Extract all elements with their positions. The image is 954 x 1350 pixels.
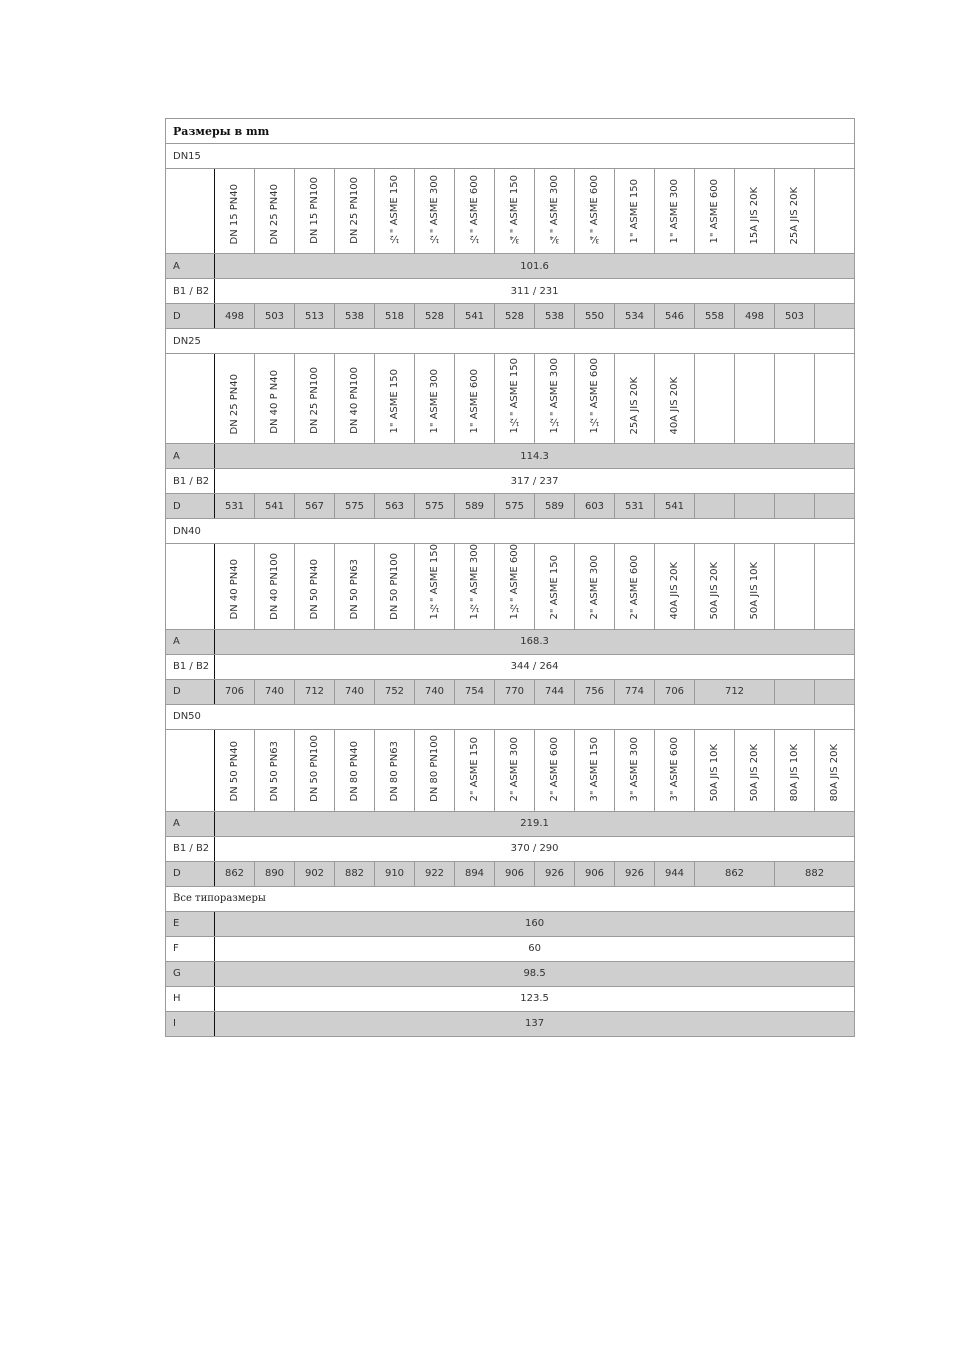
model-cell [295, 729, 335, 811]
model-cell [495, 729, 535, 811]
model-label: DN 15 PN40 [229, 183, 240, 244]
model-cell [415, 354, 455, 444]
row-d [166, 494, 855, 519]
model-cell [455, 169, 495, 254]
model-label: 1½" ASME 300 [549, 358, 560, 434]
model-label: 1½" ASME 150 [509, 358, 520, 434]
model-cell [495, 544, 535, 630]
value-d: 862 [695, 861, 775, 886]
table-title: Размеры в mm [166, 119, 855, 144]
model-cell [295, 544, 335, 630]
common-row [166, 936, 855, 961]
model-cell [735, 354, 775, 444]
value-d: 563 [375, 494, 415, 519]
value-d: 575 [335, 494, 375, 519]
model-label: 2" ASME 150 [469, 737, 480, 802]
model-label: 15A JIS 20K [749, 186, 760, 244]
model-header-row [166, 354, 855, 444]
model-label: 1" ASME 600 [709, 179, 720, 244]
value-d: 882 [335, 861, 375, 886]
model-label: 2" ASME 300 [509, 737, 520, 802]
row-label: D [166, 494, 215, 519]
row-label: F [166, 936, 215, 961]
value-d: 926 [535, 861, 575, 886]
row-label: A [166, 811, 215, 836]
model-label: ½" ASME 150 [389, 174, 400, 244]
row-d [166, 304, 855, 329]
value-d: 706 [655, 679, 695, 704]
value-a: 168.3 [215, 629, 855, 654]
model-header-label [166, 544, 215, 630]
value-d: 513 [295, 304, 335, 329]
model-label: DN 25 PN100 [349, 177, 360, 244]
model-cell [255, 354, 295, 444]
value-d: 890 [255, 861, 295, 886]
value-a: 101.6 [215, 254, 855, 279]
model-cell [735, 169, 775, 254]
model-cell [735, 544, 775, 630]
model-label: ¾" ASME 150 [509, 174, 520, 244]
row-d [166, 679, 855, 704]
model-label: DN 50 PN63 [269, 741, 280, 802]
common-row [166, 1011, 855, 1036]
section-title: DN25 [166, 329, 855, 354]
model-label: ½" ASME 300 [429, 174, 440, 244]
model-cell [815, 544, 855, 630]
model-label: 1½" ASME 600 [589, 358, 600, 434]
model-cell [375, 729, 415, 811]
model-label: 2" ASME 150 [549, 555, 560, 620]
value-d: 902 [295, 861, 335, 886]
model-cell [575, 729, 615, 811]
model-cell [815, 354, 855, 444]
row-label: B1 / B2 [166, 836, 215, 861]
row-label: H [166, 986, 215, 1011]
value-d: 752 [375, 679, 415, 704]
model-cell [695, 354, 735, 444]
model-cell [415, 169, 455, 254]
row-label: D [166, 304, 215, 329]
row-a [166, 444, 855, 469]
model-label: 1" ASME 150 [389, 369, 400, 434]
value-d: 538 [535, 304, 575, 329]
model-label: DN 50 PN40 [309, 559, 320, 620]
model-label: DN 50 PN100 [389, 552, 400, 620]
model-label: DN 40 P N40 [269, 370, 280, 434]
model-label: 25A JIS 20K [789, 186, 800, 244]
row-a [166, 629, 855, 654]
model-label: 80A JIS 20K [829, 744, 841, 802]
model-cell [375, 169, 415, 254]
model-cell [815, 169, 855, 254]
value-d: 756 [575, 679, 615, 704]
value-d: 567 [295, 494, 335, 519]
section-title: DN40 [166, 519, 855, 544]
model-header-row [166, 729, 855, 811]
value-d [695, 494, 735, 519]
model-cell [775, 354, 815, 444]
value-d: 882 [775, 861, 855, 886]
model-cell [615, 729, 655, 811]
value-b: 370 / 290 [215, 836, 855, 861]
model-cell [295, 354, 335, 444]
model-cell [215, 354, 255, 444]
model-cell [815, 729, 855, 811]
model-label: ¾" ASME 600 [589, 174, 600, 244]
row-label: A [166, 629, 215, 654]
row-label: A [166, 444, 215, 469]
model-cell [255, 169, 295, 254]
model-header-label [166, 729, 215, 811]
model-cell [495, 169, 535, 254]
model-label: 2" ASME 600 [629, 555, 640, 620]
model-cell [735, 729, 775, 811]
value-d: 712 [695, 679, 775, 704]
row-b [166, 836, 855, 861]
model-cell [335, 729, 375, 811]
value-d: 926 [615, 861, 655, 886]
value-d: 906 [495, 861, 535, 886]
model-cell [215, 544, 255, 630]
model-cell [455, 544, 495, 630]
model-label: 50A JIS 10K [749, 562, 760, 620]
value-d: 538 [335, 304, 375, 329]
model-label: 80A JIS 10K [789, 744, 800, 802]
value-d: 546 [655, 304, 695, 329]
model-cell [535, 729, 575, 811]
value-d [775, 679, 815, 704]
model-cell [695, 729, 735, 811]
value-d: 894 [455, 861, 495, 886]
value-a: 114.3 [215, 444, 855, 469]
row-label: B1 / B2 [166, 654, 215, 679]
value-d: 603 [575, 494, 615, 519]
model-header-row [166, 544, 855, 630]
model-cell [455, 354, 495, 444]
model-cell [535, 169, 575, 254]
value-d: 498 [215, 304, 255, 329]
model-cell [575, 544, 615, 630]
model-label: DN 50 PN63 [349, 559, 360, 620]
model-label: DN 50 PN100 [309, 734, 320, 802]
model-cell [335, 354, 375, 444]
model-cell [775, 169, 815, 254]
value-d: 503 [775, 304, 815, 329]
model-cell [375, 544, 415, 630]
model-cell [415, 544, 455, 630]
row-b [166, 469, 855, 494]
model-cell [375, 354, 415, 444]
model-cell [255, 729, 295, 811]
value-d: 740 [255, 679, 295, 704]
value-d: 740 [335, 679, 375, 704]
model-label: DN 25 PN40 [229, 373, 240, 434]
model-label: 1" ASME 300 [429, 369, 440, 434]
value-d: 754 [455, 679, 495, 704]
value-d: 944 [655, 861, 695, 886]
value-d: 575 [415, 494, 455, 519]
section-row [166, 329, 855, 354]
value-d: 589 [455, 494, 495, 519]
model-cell [495, 354, 535, 444]
model-label: 2" ASME 300 [589, 555, 600, 620]
model-cell [615, 544, 655, 630]
value-d [735, 494, 775, 519]
value-a: 219.1 [215, 811, 855, 836]
value-d: 498 [735, 304, 775, 329]
row-a [166, 811, 855, 836]
row-label: D [166, 679, 215, 704]
common-row [166, 911, 855, 936]
model-cell [215, 729, 255, 811]
model-label: 40A JIS 20K [669, 562, 680, 620]
value-d: 541 [455, 304, 495, 329]
model-label: DN 40 PN100 [269, 552, 280, 620]
model-label: 2" ASME 600 [549, 737, 560, 802]
row-label: G [166, 961, 215, 986]
model-cell [695, 169, 735, 254]
model-label: 25A JIS 20K [629, 376, 640, 434]
model-cell [255, 544, 295, 630]
value-d: 740 [415, 679, 455, 704]
value-b: 311 / 231 [215, 279, 855, 304]
value-d: 862 [215, 861, 255, 886]
model-label: 1½" ASME 600 [509, 544, 520, 620]
value-d: 744 [535, 679, 575, 704]
common-value: 160 [215, 911, 855, 936]
value-d: 528 [495, 304, 535, 329]
value-d: 770 [495, 679, 535, 704]
value-d: 575 [495, 494, 535, 519]
value-d: 558 [695, 304, 735, 329]
model-cell [575, 354, 615, 444]
value-d: 550 [575, 304, 615, 329]
value-d: 706 [215, 679, 255, 704]
model-label: 1½" ASME 300 [469, 544, 480, 620]
model-label: DN 25 PN100 [309, 367, 320, 434]
model-label: 3" ASME 300 [629, 737, 640, 802]
model-label: DN 15 PN100 [309, 177, 320, 244]
section-title: DN50 [166, 704, 855, 729]
value-d: 922 [415, 861, 455, 886]
row-a [166, 254, 855, 279]
row-label: E [166, 911, 215, 936]
model-cell [295, 169, 335, 254]
model-label: 3" ASME 600 [669, 737, 680, 802]
common-value: 60 [215, 936, 855, 961]
model-cell [415, 729, 455, 811]
model-cell [775, 729, 815, 811]
section-row [166, 704, 855, 729]
model-label: DN 50 PN40 [229, 741, 240, 802]
model-cell [335, 169, 375, 254]
model-header-label [166, 169, 215, 254]
value-d [775, 494, 815, 519]
model-cell [335, 544, 375, 630]
model-label: 1" ASME 600 [469, 369, 480, 434]
model-label: DN 80 PN40 [349, 741, 360, 802]
model-cell [215, 169, 255, 254]
value-d: 528 [415, 304, 455, 329]
value-d: 910 [375, 861, 415, 886]
value-d [815, 304, 855, 329]
value-b: 344 / 264 [215, 654, 855, 679]
section-row [166, 144, 855, 169]
value-b: 317 / 237 [215, 469, 855, 494]
model-header-label [166, 354, 215, 444]
model-label: 50A JIS 10K [709, 744, 720, 802]
model-label: 50A JIS 20K [749, 744, 760, 802]
common-value: 98.5 [215, 961, 855, 986]
model-label: DN 25 PN40 [269, 183, 280, 244]
row-label: I [166, 1011, 215, 1036]
model-label: 1½" ASME 150 [429, 544, 440, 620]
value-d: 534 [615, 304, 655, 329]
row-label: B1 / B2 [166, 279, 215, 304]
common-row [166, 961, 855, 986]
row-label: B1 / B2 [166, 469, 215, 494]
model-cell [455, 729, 495, 811]
common-title: Все типоразмеры [166, 886, 855, 911]
common-title-row [166, 886, 855, 911]
row-label: A [166, 254, 215, 279]
common-row [166, 986, 855, 1011]
section-title: DN15 [166, 144, 855, 169]
model-label: DN 40 PN40 [229, 559, 240, 620]
section-row [166, 519, 855, 544]
model-cell [775, 544, 815, 630]
row-b [166, 654, 855, 679]
model-cell [655, 729, 695, 811]
value-d: 503 [255, 304, 295, 329]
model-label: 40A JIS 20K [669, 376, 680, 434]
value-d: 541 [255, 494, 295, 519]
model-label: 50A JIS 20K [709, 562, 720, 620]
value-d: 774 [615, 679, 655, 704]
row-d [166, 861, 855, 886]
row-label: D [166, 861, 215, 886]
model-cell [615, 169, 655, 254]
model-label: DN 80 PN63 [389, 741, 400, 802]
model-cell [655, 354, 695, 444]
model-label: DN 40 PN100 [349, 367, 360, 434]
model-cell [575, 169, 615, 254]
table-title-row [166, 119, 855, 144]
value-d: 712 [295, 679, 335, 704]
value-d: 518 [375, 304, 415, 329]
value-d [815, 679, 855, 704]
model-cell [615, 354, 655, 444]
common-value: 137 [215, 1011, 855, 1036]
model-label: 3" ASME 150 [589, 737, 600, 802]
value-d: 531 [615, 494, 655, 519]
row-b [166, 279, 855, 304]
value-d: 531 [215, 494, 255, 519]
model-cell [695, 544, 735, 630]
model-label: DN 80 PN100 [429, 734, 440, 802]
dimensions-table [165, 118, 855, 1037]
value-d: 541 [655, 494, 695, 519]
model-label: ½" ASME 600 [469, 174, 480, 244]
model-cell [535, 544, 575, 630]
model-label: ¾" ASME 300 [549, 174, 560, 244]
model-header-row [166, 169, 855, 254]
value-d [815, 494, 855, 519]
value-d: 589 [535, 494, 575, 519]
model-cell [655, 169, 695, 254]
value-d: 906 [575, 861, 615, 886]
common-value: 123.5 [215, 986, 855, 1011]
model-cell [655, 544, 695, 630]
model-label: 1" ASME 150 [629, 179, 640, 244]
model-cell [535, 354, 575, 444]
model-label: 1" ASME 300 [669, 179, 680, 244]
